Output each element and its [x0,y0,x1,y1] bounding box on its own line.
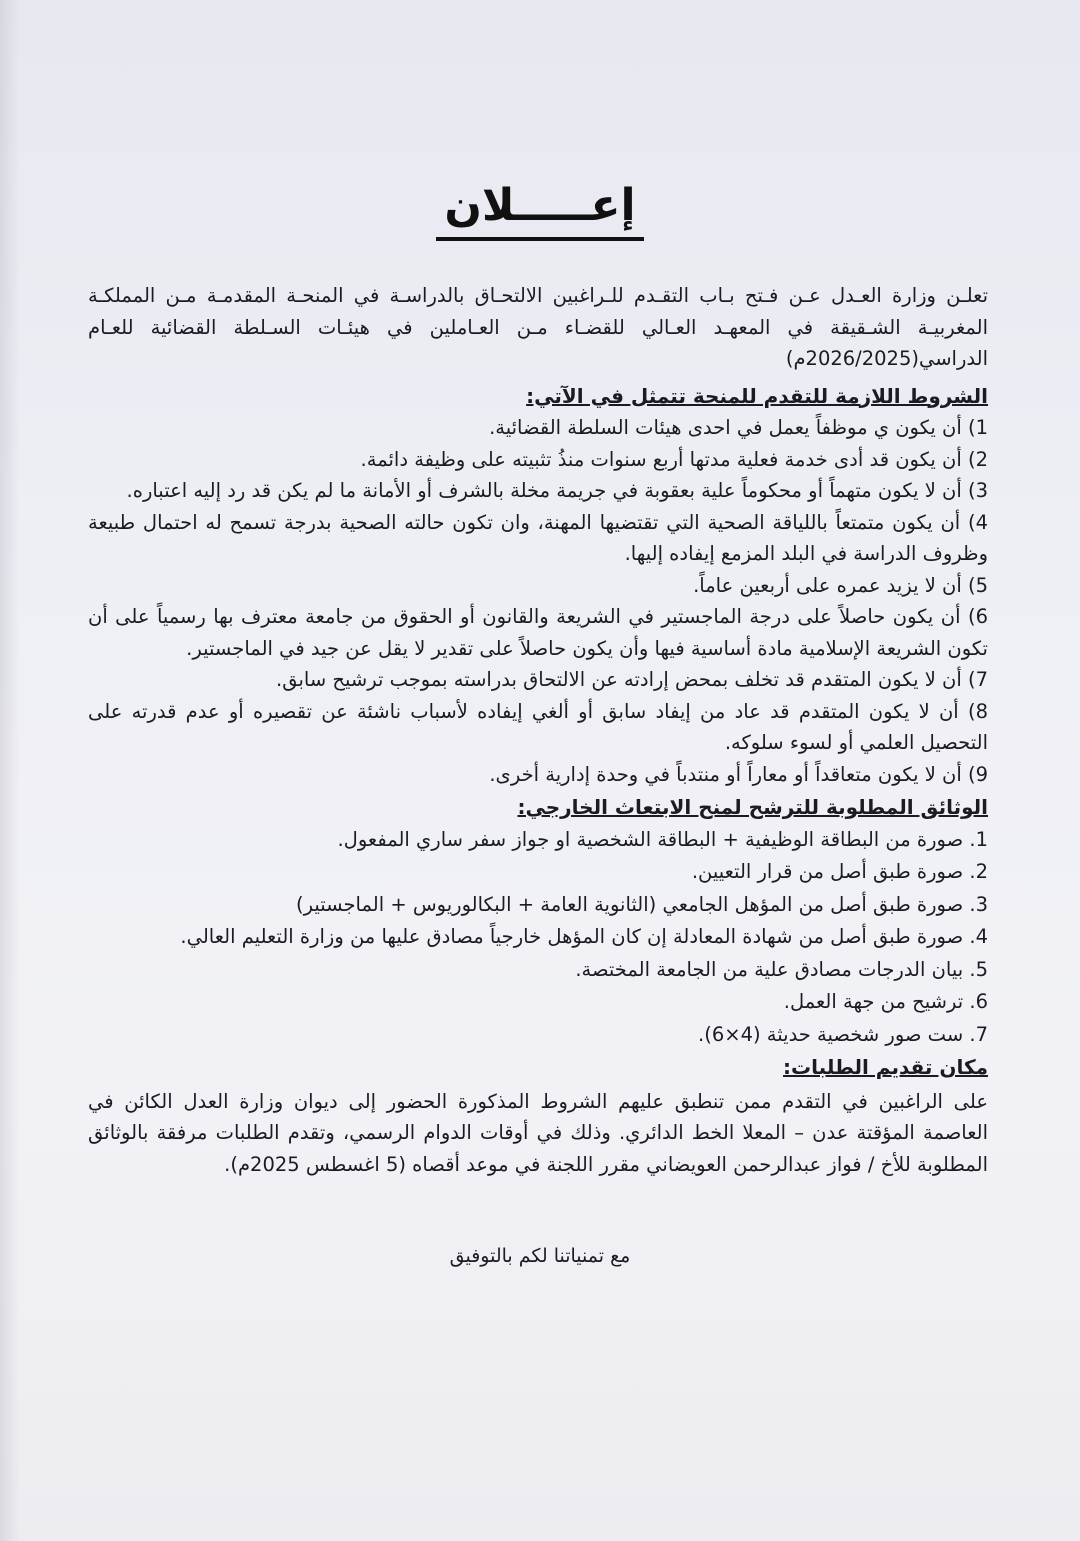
closing-remark: مع تمنياتنا لكم بالتوفيق [449,1245,631,1267]
condition-item: 8) أن لا يكون المتقدم قد عاد من إيفاد سابق أو ألغي إيفاده لأسباب ناشئة عن تقصيره أو عدم قدرته على التحصيل العلمي أو لسوء سلوكه. [88,699,988,754]
document-item: 7. ست صور شخصية حديثة (4×6). [698,1022,988,1046]
document-item: 6. ترشيح من جهة العمل. [783,990,988,1013]
conditions-heading: الشروط اللازمة للتقدم للمنحة تتمثل في الآتي: [526,383,988,408]
condition-item: 1) أن يكون ي موظفاً يعمل في احدى هيئات السلطة القضائية. [489,416,988,439]
condition-item: 6) أن يكون حاصلاً على درجة الماجستير في الشريعة والقانون أو الحقوق من جامعة معترف بها رسمياً على أن تكون الشريعة الإسلامية مادة أساسية فيها وأن يكون حاصلاً على تقدير لا يقل عن جيد في الماجستير. [88,605,988,660]
document-body [88,280,988,1180]
condition-item: 4) أن يكون متمتعاً باللياقة الصحية التي تقتضيها المهنة، وان تكون حالته الصحية بدرجة تسمح له احتمال طبيعة وظروف الدراسة في البلد المزمع إيفاده إليها. [88,510,988,565]
submission-place-heading: مكان تقديم الطلبات: [783,1055,988,1079]
intro-paragraph: تعلـن وزارة العـدل عـن فـتح بـاب التقـدم للـراغبين الالتحـاق بالدراسـة في المنحـة المقدمـة مـن المملكـة المغربيـة الشـقيقة في المعهـد العـالي للقضـاء مـن العـاملين في هيئـات السـلطة القضائية للعـام الدراسي(2026/2025م) [88,284,988,370]
document-item: 5. بيان الدرجات مصادق علية من الجامعة المختصة. [575,957,988,981]
documents-heading: الوثائق المطلوبة للترشح لمنح الابتعاث الخارجي: [517,795,988,819]
title-container [0,180,1080,241]
document-item: 2. صورة طبق أصل من قرار التعيين. [691,860,988,883]
document-item: 3. صورة طبق أصل من المؤهل الجامعي (الثانوية العامة + البكالوريوس + الماجستير) [295,892,988,916]
condition-item: 5) أن لا يزيد عمره على أربعين عاماً. [693,573,988,597]
documents-list [88,824,988,1051]
condition-item: 2) أن يكون قد أدى خدمة فعلية مدتها أربع سنوات منذُ تثبيته على وظيفة دائمة. [360,447,988,471]
document-item: 4. صورة طبق أصل من شهادة المعادلة إن كان المؤهل خارجياً مصادق عليها من وزارة التعليم العالي. [180,925,988,948]
condition-item: 7) أن لا يكون المتقدم قد تخلف بمحض إرادته عن الالتحاق بدراسته بموجب ترشيح سابق. [276,668,988,691]
condition-item: 3) أن لا يكون متهماً أو محكوماً علية بعقوبة في جريمة مخلة بالشرف أو الأمانة ما لم يكن قد رد إليه اعتباره. [126,479,988,502]
submission-place-text: على الراغبين في التقدم ممن تنطبق عليهم الشروط المذكورة الحضور إلى ديوان وزارة العدل الكائن في العاصمة المؤقتة عدن – المعلا الخط الدائري. وذلك في أوقات الدوام الرسمي، وتقدم الطلبات مرفقة بالوثائق المطلوبة للأخ / فواز عبدالرحمن العويضاني مقرر اللجنة في موعد أقصاه (5 اغسطس 2025م). [88,1089,988,1176]
announcement-title: إعـــــلان [436,180,643,241]
conditions-list [88,412,988,790]
document-item: 1. صورة من البطاقة الوظيفية + البطاقة الشخصية او جواز سفر ساري المفعول. [337,827,988,851]
condition-item: 9) أن لا يكون متعاقداً أو معاراً أو منتدباً في وحدة إدارية أخرى. [489,762,988,786]
